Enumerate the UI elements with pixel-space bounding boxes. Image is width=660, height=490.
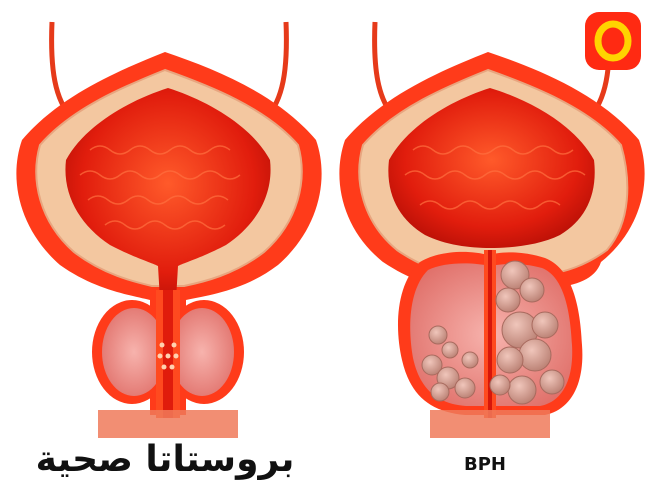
bph-prostate-illustration bbox=[339, 22, 644, 438]
bph-pelvic-floor-band bbox=[430, 410, 550, 438]
bph-caption: BPH bbox=[464, 454, 506, 475]
healthy-prostate-caption: بروستاتا صحية bbox=[35, 439, 295, 480]
healthy-prostate-illustration bbox=[16, 22, 321, 438]
logo-badge-icon bbox=[585, 12, 641, 70]
bph-urethra-lumen bbox=[488, 250, 492, 418]
